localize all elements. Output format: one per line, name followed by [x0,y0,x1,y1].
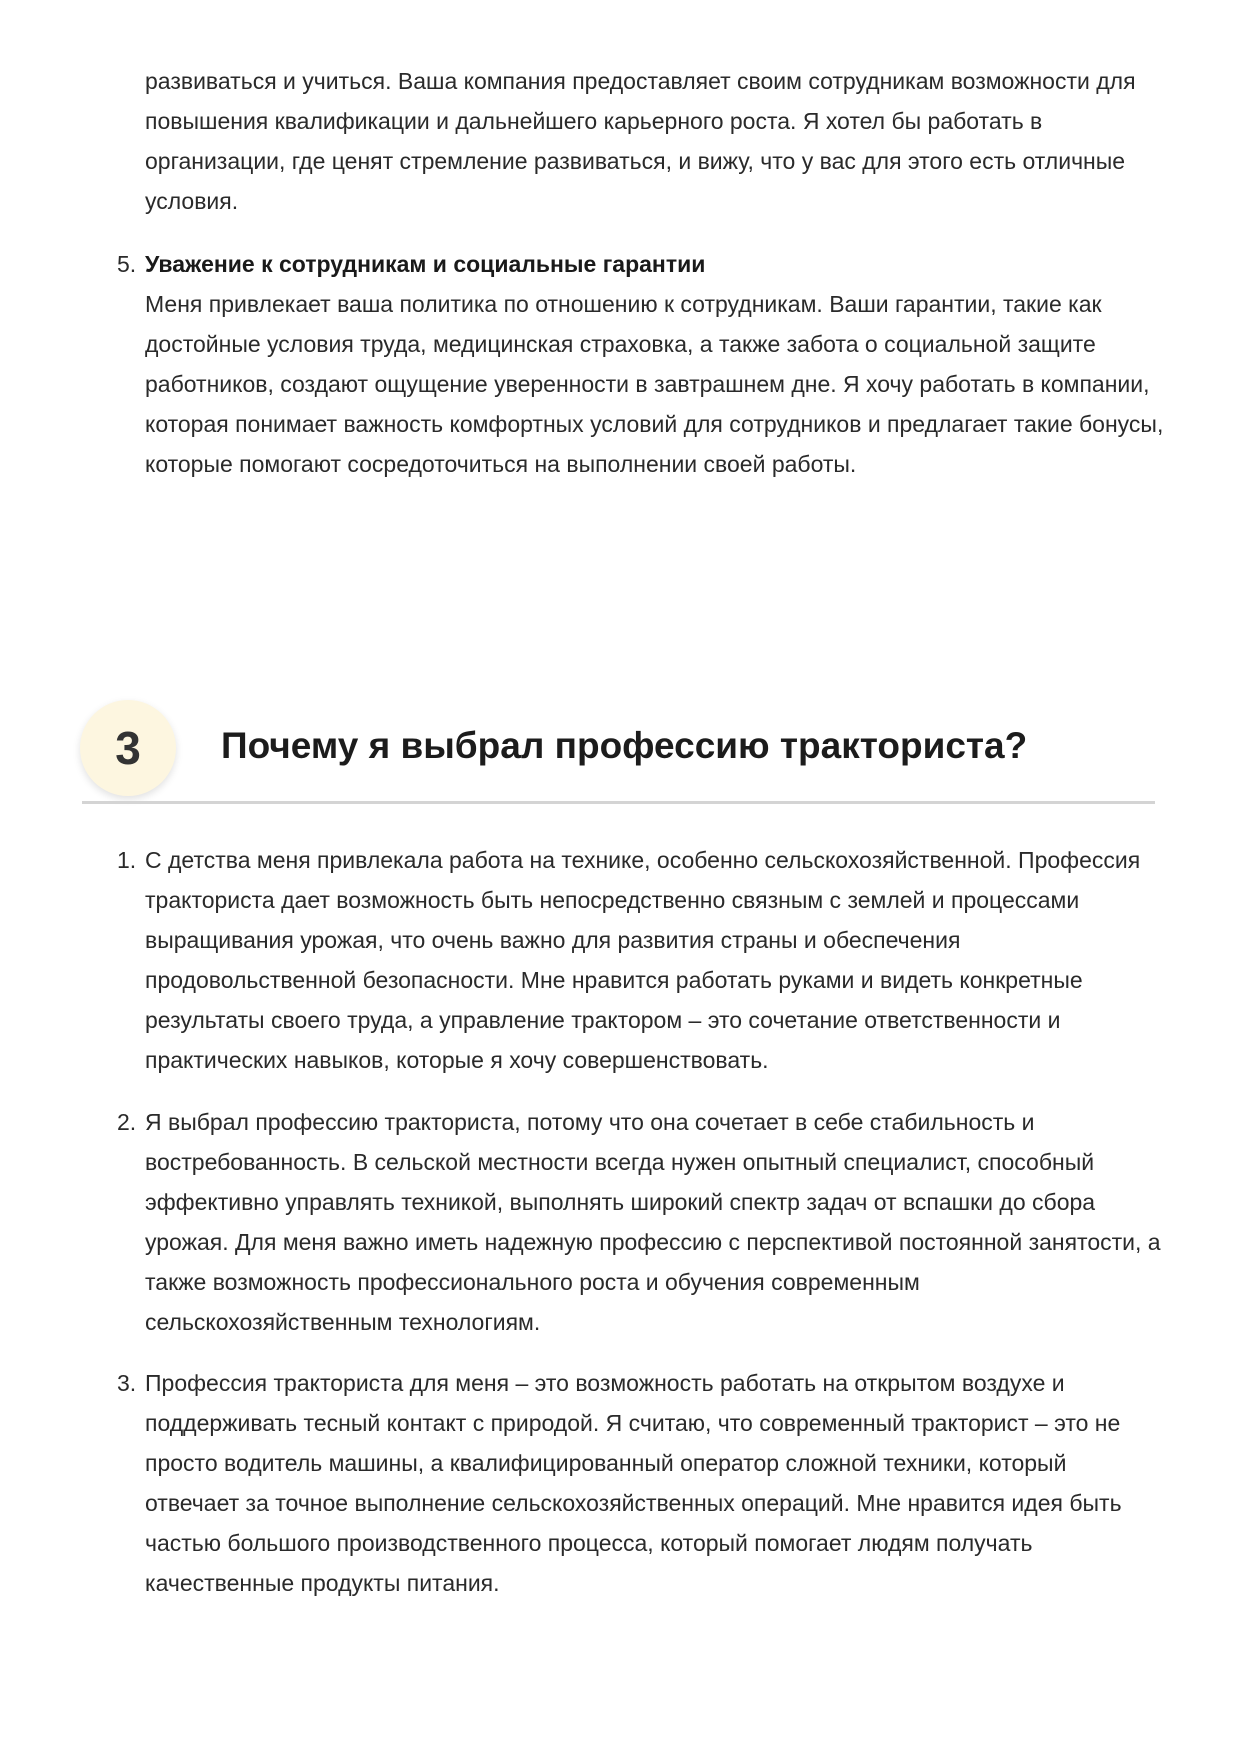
item5-title: Уважение к сотрудникам и социальные гарантии [145,251,706,277]
section-number-badge: 3 [80,700,176,796]
section-title: Почему я выбрал профессию тракториста? [221,725,1028,766]
item5-block [145,244,1165,484]
item5-number: 5. [117,251,137,277]
section-3-header [80,700,1155,804]
section3-item2-text: Я выбрал профессию тракториста, потому что она сочетает в себе стабильность и востребованность. В сельской местности всегда нужен опытный специалист, способный эффективно управлять техникой, выполнять широкий спектр задач от вспашки до сбора урожая. Для меня важно иметь надежную профессию с перспективой постоянной занятости, а также возможность профессионального роста и обучения современным сельскохозяйственным технологиям. [145,1109,1161,1335]
item5-text: Меня привлекает ваша политика по отношению к сотрудникам. Ваши гарантии, такие как достойные условия труда, медицинская страховка, а также забота о социальной защите работников, создают ощущение уверенности в завтрашнем дне. Я хочу работать в компании, которая понимает важность комфортных условий для сотрудников и предлагает такие бонусы, которые помогают сосредоточиться на выполнении своей работы. [145,291,1164,477]
section3-item3-text: Профессия тракториста для меня – это возможность работать на открытом воздухе и поддерживать тесный контакт с природой. Я считаю, что современный тракторист – это не просто водитель машины, а квалифицированный оператор сложной техники, который отвечает за точное выполнение сельскохозяйственных операций. Мне нравится идея быть частью большого производственного процесса, который помогает людям получать качественные продукты питания. [145,1370,1122,1596]
item4-continuation-text: развиваться и учиться. Ваша компания предоставляет своим сотрудникам возможности для повышения квалификации и дальнейшего карьерного роста. Я хотел бы работать в организации, где ценят стремление развиваться, и вижу, что у вас для этого есть отличные условия. [145,68,1136,214]
section3-item1-text: С детства меня привлекала работа на технике, особенно сельскохозяйственной. Профессия тракториста дает возможность быть непосредственно связным с землей и процессами выращивания урожая, что очень важно для развития страны и обеспечения продовольственной безопасности. Мне нравится работать руками и видеть конкретные результаты своего труда, а управление трактором – это сочетание ответственности и практических навыков, которые я хочу совершенствовать. [145,847,1141,1073]
section3-item3-number: 3. [117,1370,137,1396]
section3-item2-number: 2. [117,1109,137,1135]
section-divider [82,801,1155,804]
section3-item1-number: 1. [117,847,137,873]
